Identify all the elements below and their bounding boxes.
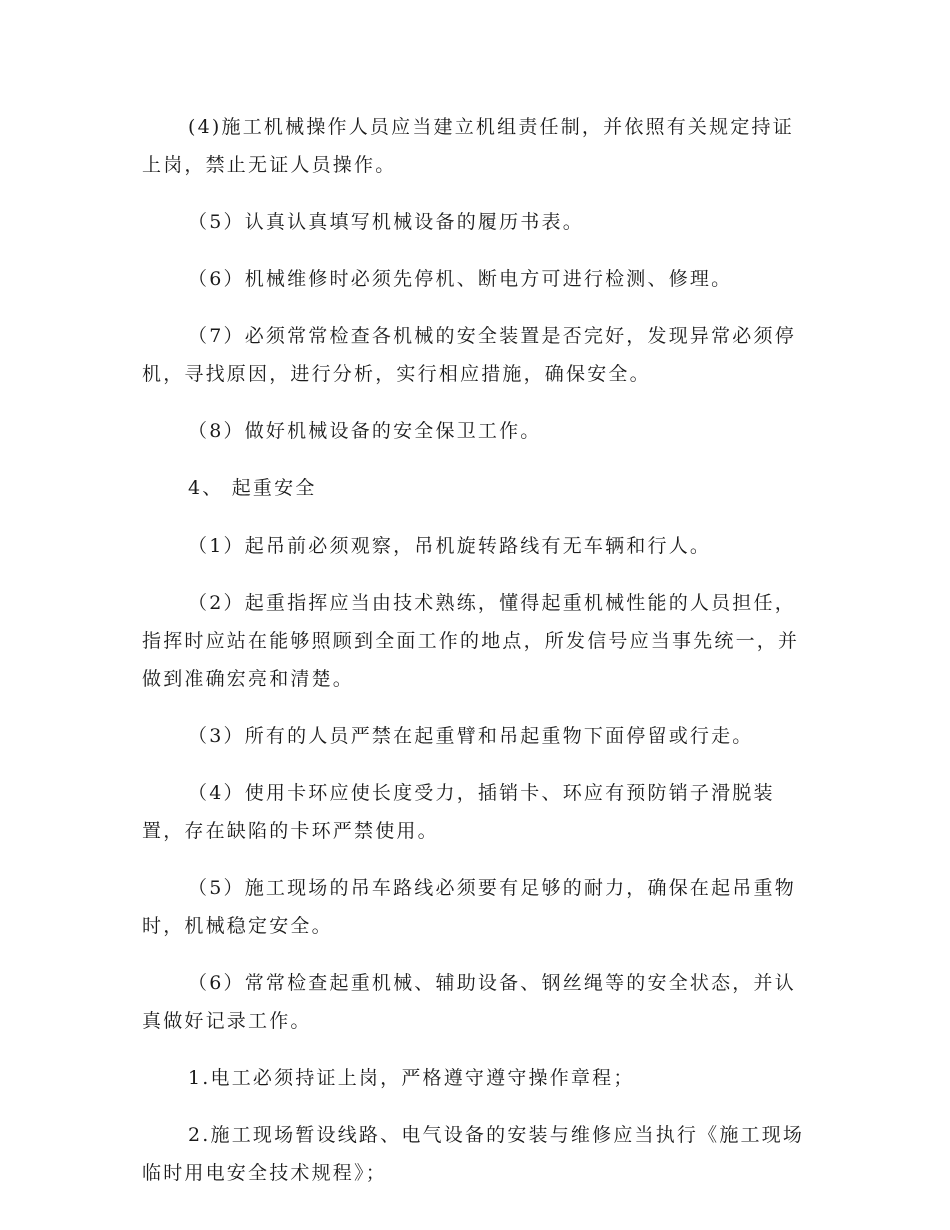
paragraph-safety-device-check: （7）必须常常检查各机械的安全装置是否完好，发现异常必须停机，寻找原因，进行分析，实行相应措施，确保安全。 [142, 325, 796, 385]
paragraph-crane-route: （5）施工现场的吊车路线必须要有足够的耐力，确保在起吊重物时，机械稳定安全。 [142, 877, 796, 937]
section-heading-lifting-safety: 4、 起重安全 [188, 477, 317, 499]
paragraph-lifting-observation: （1）起吊前必须观察，吊机旋转路线有无车辆和行人。 [188, 535, 712, 557]
paragraph-regular-inspection: （6）常常检查起重机械、辅助设备、钢丝绳等的安全状态，并认真做好记录工作。 [142, 972, 796, 1032]
paragraph-machine-operator-rule: (4)施工机械操作人员应当建立机组责任制，并依照有关规定持证上岗，禁止无证人员操作。 [142, 116, 794, 176]
document-body [142, 108, 812, 1211]
paragraph-lifting-command: （2）起重指挥应当由技术熟练，懂得起重机械性能的人员担任，指挥时应站在能够照顾到全面工作的地点，所发信号应当事先统一，并做到准确宏亮和清楚。 [142, 592, 800, 690]
paragraph-electrician-certified: 1.电工必须持证上岗，严格遵守遵守操作章程； [188, 1067, 635, 1089]
paragraph-maintenance-shutdown: （6）机械维修时必须先停机、断电方可进行检测、修理。 [188, 268, 733, 290]
paragraph-temporary-electricity: 2.施工现场暂设线路、电气设备的安装与维修应当执行《施工现场临时用电安全技术规程》； [142, 1124, 805, 1184]
paragraph-no-standing-under-load: （3）所有的人员严禁在起重臂和吊起重物下面停留或行走。 [188, 725, 754, 747]
paragraph-shackle-usage: （4）使用卡环应使长度受力，插销卡、环应有预防销子滑脱装置，存在缺陷的卡环严禁使用。 [142, 782, 775, 842]
paragraph-equipment-security: （8）做好机械设备的安全保卫工作。 [188, 420, 542, 442]
paragraph-equipment-record: （5）认真认真填写机械设备的履历书表。 [188, 211, 584, 233]
